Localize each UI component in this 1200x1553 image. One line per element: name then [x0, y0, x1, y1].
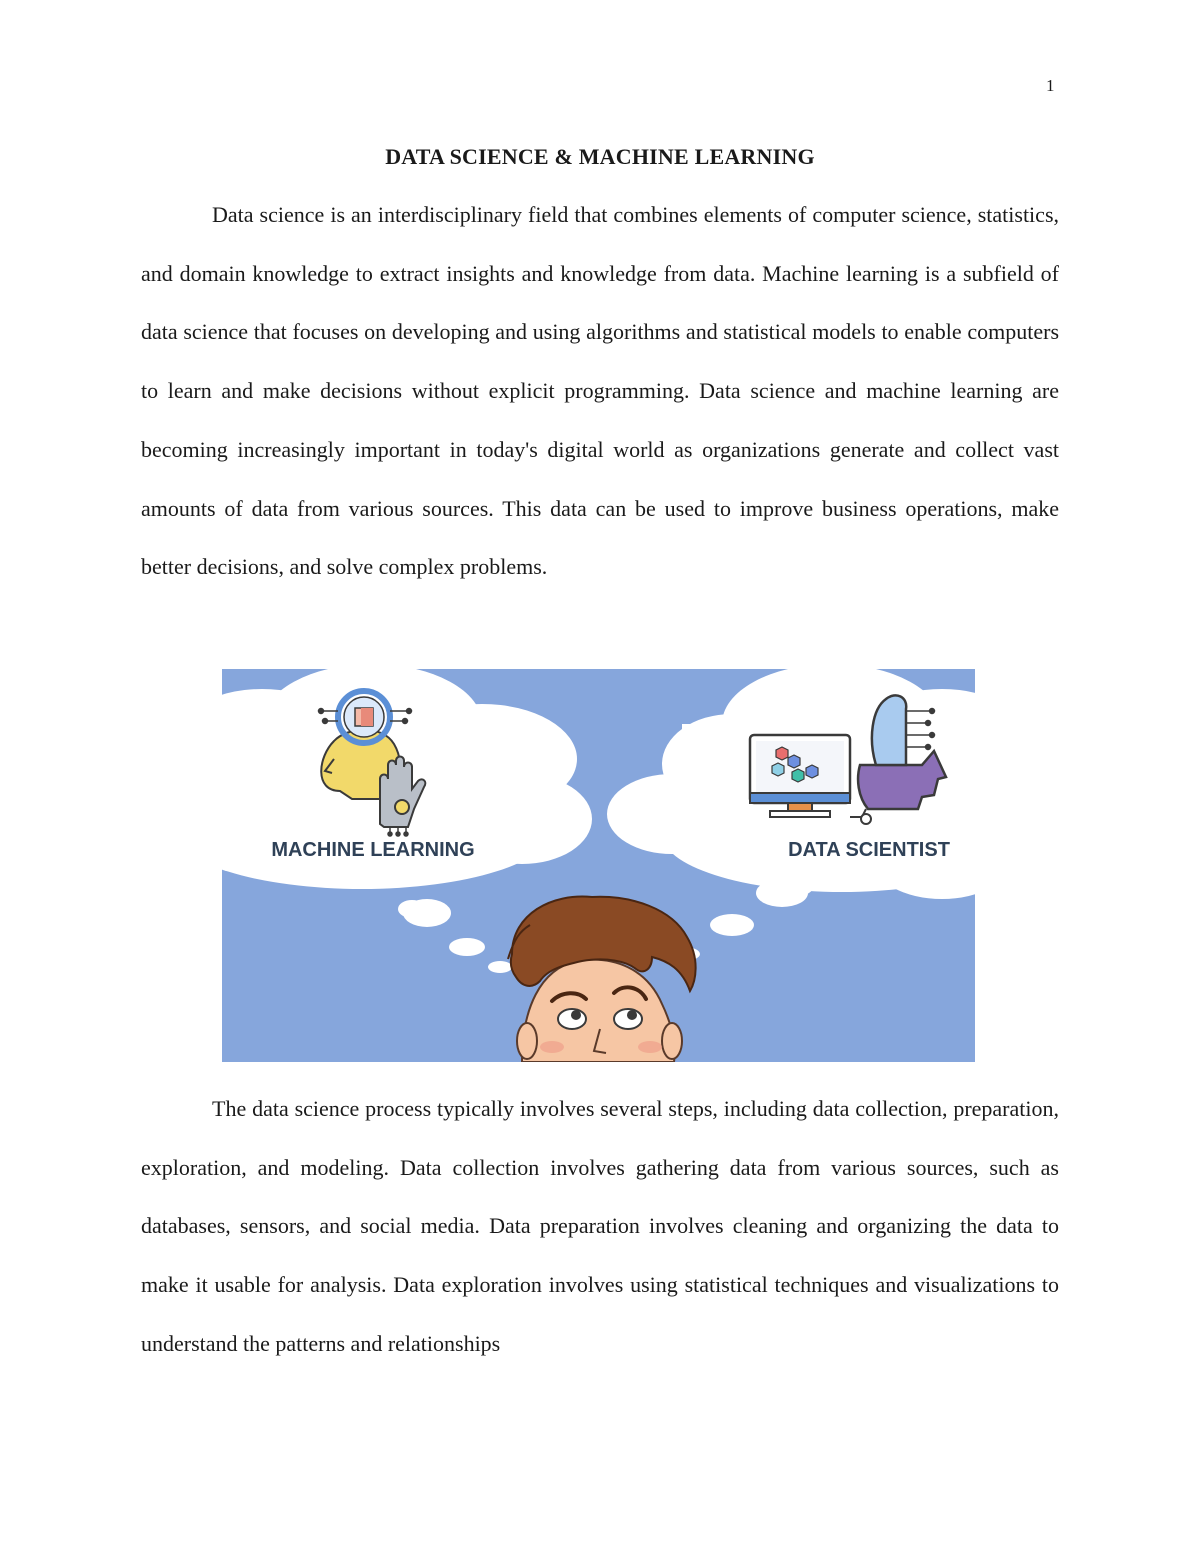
document-title: DATA SCIENCE & MACHINE LEARNING [385, 144, 815, 169]
illustration-figure [222, 669, 975, 1062]
page-number: 1 [1046, 76, 1055, 95]
machine-learning-label: MACHINE LEARNING [271, 839, 475, 861]
data-scientist-label: DATA SCIENTIST [788, 839, 950, 861]
paragraph-intro: Data science is an interdisciplinary field that combines elements of computer science, statistics, and domain knowledge to extract insights and knowledge from data. Machine learning is a subfield of data science that focuses on developing and using algorithms and statistical models to enable computers to learn and make decisions without explicit programming. Data science and machine learning are becoming increasingly important in today's digital world as organizations generate and collect vast amounts of data from various sources. This data can be used to improve business operations, make better decisions, and solve complex problems. [141, 202, 1059, 580]
paragraph-process: The data science process typically involves several steps, including data collection, preparation, exploration, and modeling. Data collection involves gathering data from various sources, such as databases, sensors, and social media. Data preparation involves cleaning and organizing the data to make it usable for analysis. Data exploration involves using statistical techniques and visualizations to understand the patterns and relationships [141, 1096, 1059, 1356]
